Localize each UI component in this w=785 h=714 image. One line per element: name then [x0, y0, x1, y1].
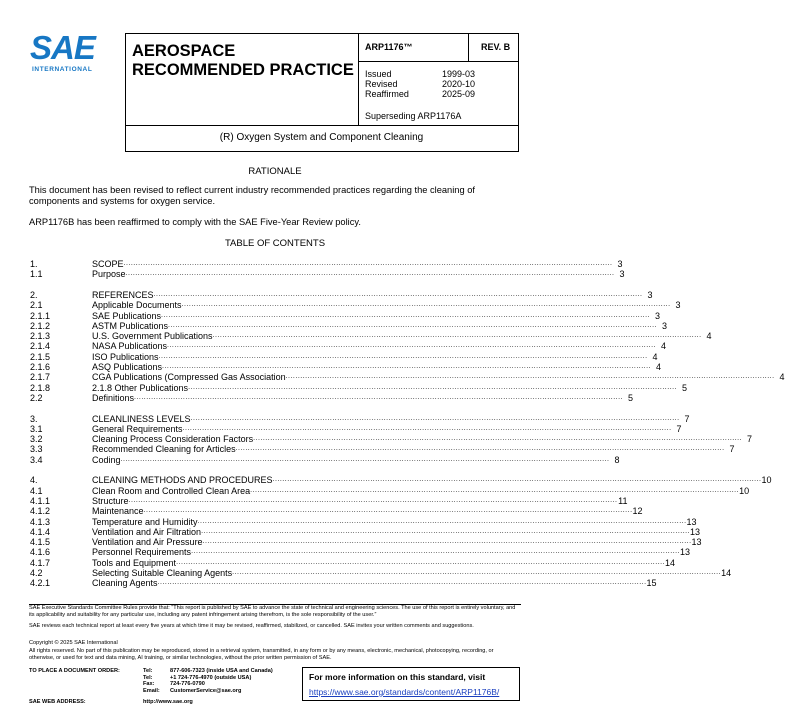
toc-leader-dots: ........................................................................................................................................................................................................: [188, 383, 678, 391]
toc-entry[interactable]: [30, 444, 735, 455]
toc-entry-number: 1.1: [30, 269, 43, 280]
toc-entry-title: Cleaning Agents: [92, 578, 158, 589]
toc-entry-page: 7: [747, 434, 753, 445]
toc-entry-title: Personnel Requirements: [92, 547, 192, 558]
toc-leader-dots: ........................................................................................................................................................................................................: [201, 527, 691, 535]
toc-entry-number: 4.1.2: [30, 506, 51, 517]
toc-entry[interactable]: [30, 547, 691, 558]
toc-entry[interactable]: [30, 310, 661, 321]
superseding-note: Superseding ARP1176A: [365, 111, 462, 121]
toc-entry-number: 2.1.6: [30, 362, 51, 372]
toc-entry-title: Recommended Cleaning for Articles: [92, 444, 236, 455]
toc-leader-dots: ........................................................................................................................................................................................................: [128, 496, 618, 504]
toc-entry-page: 14: [665, 557, 676, 568]
toc-leader-dots: ........................................................................................................................................................................................................: [176, 558, 666, 566]
toc-entry-number: 2.1.7: [30, 372, 51, 383]
toc-entry[interactable]: [30, 341, 667, 352]
toc-leader-dots: ........................................................................................................................................................................................................: [161, 311, 651, 319]
toc-entry-title: Temperature and Humidity: [92, 516, 198, 527]
toc-entry-title: Cleaning Process Consideration Factors: [92, 434, 254, 445]
toc-entry-page: 8: [614, 454, 620, 465]
toc-entry-number: 3.: [30, 413, 38, 424]
toc-entry-title: SAE Publications: [92, 310, 162, 321]
toc-leader-dots: ........................................................................................................................................................................................................: [162, 363, 652, 370]
contact-value: 724-776-0790: [170, 681, 205, 687]
toc-heading: TABLE OF CONTENTS: [224, 238, 326, 249]
toc-entry[interactable]: [30, 351, 658, 362]
toc-entry[interactable]: [30, 269, 625, 280]
toc-entry[interactable]: [30, 413, 690, 424]
contact-value: +1 724-776-4970 (outside USA): [170, 674, 252, 681]
toc-entry-page: 13: [680, 547, 691, 558]
document-type-title: AEROSPACE RECOMMENDED PRACTICE: [132, 42, 354, 79]
toc-leader-dots: ........................................................................................................................................................................................................: [158, 352, 648, 360]
toc-leader-dots: ........................................................................................................................................................................................................: [272, 476, 762, 484]
toc-entry-page: 4: [656, 362, 662, 372]
footer-copyright: Copyright © 2025 SAE International: [29, 640, 118, 646]
toc-leader-dots: ........................................................................................................................................................................................................: [168, 321, 657, 329]
toc-entry-number: 3.2: [30, 434, 43, 445]
document-dates: [365, 69, 475, 99]
toc-entry-number: 2.1.8: [30, 382, 51, 393]
toc-entry-title: Structure: [92, 495, 129, 506]
toc-leader-dots: ........................................................................................................................................................................................................: [120, 455, 610, 463]
toc-leader-dots: ........................................................................................................................................................................................................: [285, 373, 775, 381]
toc-entry-page: 15: [646, 578, 657, 589]
toc-entry-number: 2.1: [30, 300, 43, 311]
toc-entry-title: CLEANING METHODS AND PROCEDURES: [92, 475, 273, 486]
toc-leader-dots: ........................................................................................................................................................................................................: [143, 507, 633, 515]
toc-entry-title: Clean Room and Controlled Clean Area: [92, 485, 251, 496]
toc-entry-title: REFERENCES: [92, 289, 154, 300]
toc-entry-number: 3.4: [30, 454, 43, 465]
toc-entry-title: ISO Publications: [92, 351, 159, 362]
toc-entry-title: U.S. Government Publications: [92, 331, 213, 342]
toc-entry[interactable]: [30, 289, 653, 300]
toc-entry-title: General Requirements: [92, 423, 183, 434]
toc-entry[interactable]: [30, 392, 633, 403]
toc-entry[interactable]: [30, 495, 628, 506]
toc-entry-title: Definitions: [92, 392, 135, 403]
toc-entry-number: 4.1.4: [30, 526, 51, 537]
date-value: 2025-09: [441, 89, 475, 99]
toc-entry-page: 3: [647, 289, 653, 300]
toc-entry-number: 4.2.1: [30, 578, 51, 589]
header-divider: [468, 33, 469, 61]
toc-entry-page: 13: [686, 516, 697, 527]
toc-entry[interactable]: [30, 423, 682, 434]
toc-entry-title: Ventilation and Air Pressure: [92, 537, 203, 548]
footer-review-note: SAE reviews each technical report at least every five years at which time it may be revised, reaffirmed, stabilized, or cancelled. SAE invites your written comments and suggestions.: [29, 623, 474, 629]
toc-entry-page: 13: [690, 526, 701, 537]
document-number: ARP1176™: [365, 42, 413, 52]
toc-entry-page: 7: [684, 413, 690, 424]
date-label: Issued: [365, 69, 392, 79]
date-label: Reaffirmed: [365, 89, 409, 99]
toc-entry-number: 4.1: [30, 485, 43, 496]
footer-rights: All rights reserved. No part of this publication may be reproduced, stored in a retrieval system, transmitted, in any form or by any means, electronic, mechanical, photocopying, recording, or otherwise, or used for text and data mining, AI training, or similar technologies, without the prior written permission of SAE.: [29, 648, 494, 661]
logo-subtext: INTERNATIONAL: [32, 66, 93, 73]
toc-leader-dots: ........................................................................................................................................................................................................: [235, 445, 725, 453]
toc-leader-dots: ........................................................................................................................................................................................................: [232, 569, 722, 576]
toc-entry-title: 2.1.8 Other Publications: [92, 382, 189, 393]
date-row: [365, 79, 475, 89]
toc-leader-dots: ........................................................................................................................................................................................................: [157, 579, 647, 587]
toc-entry-page: 3: [675, 300, 681, 311]
toc-entry-title: Coding: [92, 454, 121, 465]
toc-entry-page: 3: [655, 310, 661, 321]
toc-entry-number: 3.3: [30, 444, 43, 455]
toc-entry-page: 12: [632, 506, 643, 517]
toc-entry-number: 2.1.3: [30, 331, 51, 342]
toc-entry-number: 4.1.5: [30, 537, 51, 548]
toc-leader-dots: ........................................................................................................................................................................................................: [125, 270, 615, 278]
toc-leader-dots: ........................................................................................................................................................................................................: [134, 393, 623, 401]
toc-entry[interactable]: [30, 454, 620, 465]
toc-entry-page: 5: [627, 392, 633, 403]
toc-entry-number: 2.1.5: [30, 351, 51, 362]
toc-entry-number: 4.2: [30, 568, 43, 578]
toc-entry[interactable]: [30, 557, 676, 568]
toc-entry-title: CGA Publications (Compressed Gas Association: [92, 372, 286, 383]
toc-entry-page: 10: [761, 475, 772, 486]
toc-entry[interactable]: [30, 537, 702, 548]
toc-entry-title: Tools and Equipment: [92, 557, 177, 568]
toc-entry[interactable]: [30, 485, 750, 496]
header-divider: [125, 125, 518, 126]
toc-entry-title: Maintenance: [92, 506, 144, 517]
document-title: (R) Oxygen System and Component Cleaning: [219, 132, 424, 143]
toc-entry-number: 2.: [30, 289, 38, 300]
toc-entry-number: 2.1.2: [30, 320, 51, 331]
header-divider: [358, 33, 359, 125]
toc-entry-page: 3: [619, 269, 625, 280]
toc-entry-page: 5: [682, 382, 688, 393]
contact-value: 877-606-7323 (inside USA and Canada): [170, 668, 273, 674]
toc-entry-title: ASTM Publications: [92, 320, 169, 331]
toc-leader-dots: ........................................................................................................................................................................................................: [153, 290, 643, 298]
toc-entry-title: CLEANLINESS LEVELS: [92, 413, 191, 424]
toc-entry-number: 2.1.1: [30, 310, 51, 321]
toc-leader-dots: ........................................................................................................................................................................................................: [181, 301, 671, 309]
toc-entry[interactable]: [30, 526, 701, 537]
contact-key: Tel:: [143, 674, 153, 681]
toc-entry-title: Applicable Documents: [92, 300, 182, 311]
toc-leader-dots: ........................................................................................................................................................................................................: [167, 342, 657, 350]
toc-entry-number: 4.: [30, 475, 38, 486]
date-row: [365, 89, 475, 99]
toc-entry-number: 4.1.6: [30, 547, 51, 558]
toc-entry[interactable]: [30, 372, 785, 383]
toc-entry[interactable]: [30, 434, 753, 445]
toc-entry-page: 3: [617, 259, 623, 269]
toc-entry[interactable]: [30, 331, 712, 342]
more-info-heading: For more information on this standard, visit: [309, 672, 486, 682]
toc-entry-page: 4: [661, 341, 667, 352]
toc-leader-dots: ........................................................................................................................................................................................................: [250, 486, 740, 494]
toc-leader-dots: ........................................................................................................................................................................................................: [191, 548, 681, 556]
web-address-label: SAE WEB ADDRESS:: [29, 699, 86, 705]
toc-entry-page: 4: [706, 331, 712, 342]
toc-entry[interactable]: [30, 506, 643, 517]
toc-leader-dots: ........................................................................................................................................................................................................: [182, 424, 672, 432]
toc-entry[interactable]: [30, 259, 623, 269]
toc-leader-dots: ........................................................................................................................................................................................................: [190, 414, 680, 422]
date-value: 1999-03: [441, 69, 475, 79]
order-label: TO PLACE A DOCUMENT ORDER:: [29, 668, 120, 674]
footer-disclaimer: SAE Executive Standards Committee Rules provide that: “This report is published by SAE to advance the state of technical and engineering sciences. The use of this report is entirely voluntary, and its applicability and suitability for any particular use, including any patent infringement arising therefrom, is the sole responsibility of the user.”: [29, 605, 516, 618]
toc-entry-page: 4: [779, 372, 785, 383]
header-divider: [358, 61, 518, 62]
toc-entry-page: 13: [691, 537, 702, 548]
toc-entry-number: 2.2: [30, 392, 43, 403]
toc-entry-number: 3.1: [30, 423, 43, 434]
toc-entry-title: SCOPE: [92, 259, 124, 269]
email-link[interactable]: CustomerService@sae.org: [170, 687, 242, 694]
rationale-paragraph: ARP1176B has been reaffirmed to comply with the SAE Five-Year Review policy.: [29, 217, 361, 227]
toc-entry-page: 3: [661, 320, 667, 331]
toc-entry-page: 4: [652, 351, 658, 362]
toc-leader-dots: ........................................................................................................................................................................................................: [212, 332, 702, 340]
toc-entry[interactable]: [30, 516, 697, 527]
more-info-box: [302, 667, 520, 701]
toc-leader-dots: ........................................................................................................................................................................................................: [202, 538, 692, 546]
standard-link[interactable]: https://www.sae.org/standards/content/ARP1176B/: [309, 687, 500, 697]
order-contacts: [143, 668, 273, 694]
toc-entry[interactable]: [30, 568, 732, 578]
date-label: Revised: [365, 79, 398, 89]
sae-logo: [30, 30, 112, 80]
revision-label: REV. B: [481, 42, 511, 52]
toc-entry[interactable]: [30, 382, 688, 393]
toc-entry-title: NASA Publications: [92, 341, 168, 352]
toc-entry-title: Purpose: [92, 269, 126, 280]
date-row: [365, 69, 475, 79]
toc-entry-title: Ventilation and Air Filtration: [92, 526, 202, 537]
toc-entry-title: ASQ Publications: [92, 362, 163, 372]
toc-entry-page: 10: [739, 485, 750, 496]
toc-leader-dots: ........................................................................................................................................................................................................: [253, 435, 743, 443]
contact-key: Fax:: [143, 681, 155, 687]
toc-entry-page: 7: [729, 444, 735, 455]
date-value: 2020-10: [441, 79, 475, 89]
rationale-heading: RATIONALE: [248, 166, 302, 177]
toc-entry[interactable]: [30, 320, 667, 331]
toc-entry[interactable]: [30, 300, 681, 311]
toc-entry[interactable]: [30, 578, 657, 589]
toc-entry-page: 14: [721, 568, 732, 578]
toc-entry-page: 11: [618, 495, 628, 506]
toc-entry[interactable]: [30, 362, 662, 372]
toc-entry-page: 7: [676, 423, 682, 434]
logo-text: SAE: [30, 29, 95, 66]
toc-entry[interactable]: [30, 475, 772, 486]
toc-leader-dots: ........................................................................................................................................................................................................: [123, 260, 613, 267]
contact-key: Tel:: [143, 668, 153, 674]
web-address-link[interactable]: http://www.sae.org: [143, 699, 193, 705]
toc-entry-number: 2.1.4: [30, 341, 51, 352]
toc-entry-number: 4.1.1: [30, 495, 51, 506]
toc-entry-number: 4.1.7: [30, 557, 51, 568]
toc-entry-title: Selecting Suitable Cleaning Agents: [92, 568, 233, 578]
toc-leader-dots: ........................................................................................................................................................................................................: [197, 517, 687, 525]
toc-entry-number: 1.: [30, 259, 38, 269]
contact-key: Email:: [143, 687, 160, 694]
toc-entry-number: 4.1.3: [30, 516, 51, 527]
rationale-paragraph: This document has been revised to reflect current industry recommended practices regarding the cleaning of components and systems for oxygen service.: [29, 185, 475, 206]
